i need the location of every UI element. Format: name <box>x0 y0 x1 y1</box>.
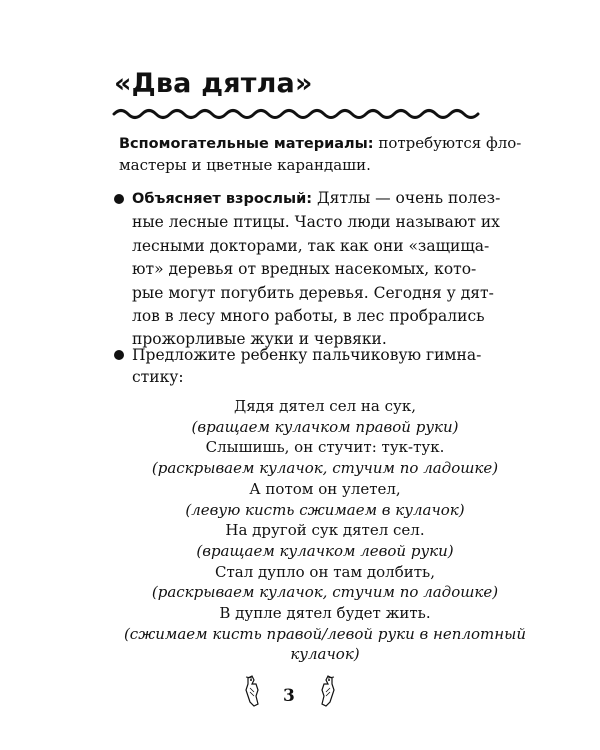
explanation-line: лов в лесу много работы, в лес пробрались <box>132 307 485 326</box>
explanation-paragraph <box>132 187 501 352</box>
poem-block <box>60 396 590 665</box>
materials-line-1 <box>119 133 522 155</box>
bullet-icon <box>114 350 124 360</box>
poem-verse-line: Стал дупло он там долбить, <box>215 562 435 581</box>
explanation-line: ют» деревья от вредных насекомых, кото- <box>132 260 477 279</box>
explanation-text-1: Дятлы — очень полез- <box>312 189 501 207</box>
explanation-line: лесными докторами, так как они «защища- <box>132 236 490 255</box>
materials-paragraph <box>119 133 522 176</box>
bullet-icon <box>114 194 124 204</box>
explanation-line: прожорливые жуки и червяки. <box>132 330 387 349</box>
poem-instruction-line: кулачок) <box>290 645 360 664</box>
poem-instruction-line: (левую кисть сжимаем в кулачок) <box>185 500 465 519</box>
instruction-line: Предложите ребенку пальчиковую гимна- <box>132 346 482 364</box>
poem-verse-line: В дупле дятел будет жить. <box>219 604 431 623</box>
poem-verse-line: А потом он улетел, <box>249 479 401 498</box>
poem-instruction-line: (раскрываем кулачок, стучим по ладошке) <box>151 459 499 478</box>
materials-label: Вспомогательные материалы: <box>119 136 374 152</box>
materials-line-2: мастеры и цветные карандаши. <box>119 156 371 174</box>
poem-instruction-line: (сжимаем кисть правой/левой руки в неплотный <box>123 624 527 643</box>
poem-instruction-line: (вращаем кулачком правой руки) <box>191 417 459 436</box>
poem-instruction-line: (раскрываем кулачок, стучим по ладошке) <box>151 583 499 602</box>
explanation-line: рые могут погубить деревья. Сегодня у дят- <box>132 283 494 302</box>
instruction-paragraph <box>132 344 492 388</box>
page-number: 3 <box>283 686 295 706</box>
poem-instruction-line: (вращаем кулачком левой руки) <box>196 541 454 560</box>
wavy-underline-decoration <box>112 106 484 122</box>
poem-verse-line: Дядя дятел сел на сук, <box>234 397 416 415</box>
explanation-line: ные лесные птицы. Часто люди называют их <box>132 213 500 232</box>
explanation-line-1 <box>132 187 501 211</box>
materials-text-1: потребуются фло- <box>373 134 522 152</box>
instruction-line: стику: <box>132 368 184 386</box>
poem-verse-line: На другой сук дятел сел. <box>225 521 425 540</box>
poem-verse-line: Слышишь, он стучит: тук-тук. <box>205 438 445 457</box>
explanation-label: Объясняет взрослый: <box>132 191 313 207</box>
woodpecker-icon <box>316 674 340 708</box>
page-title: «Два дятла» <box>114 68 313 99</box>
woodpecker-icon <box>240 674 264 708</box>
